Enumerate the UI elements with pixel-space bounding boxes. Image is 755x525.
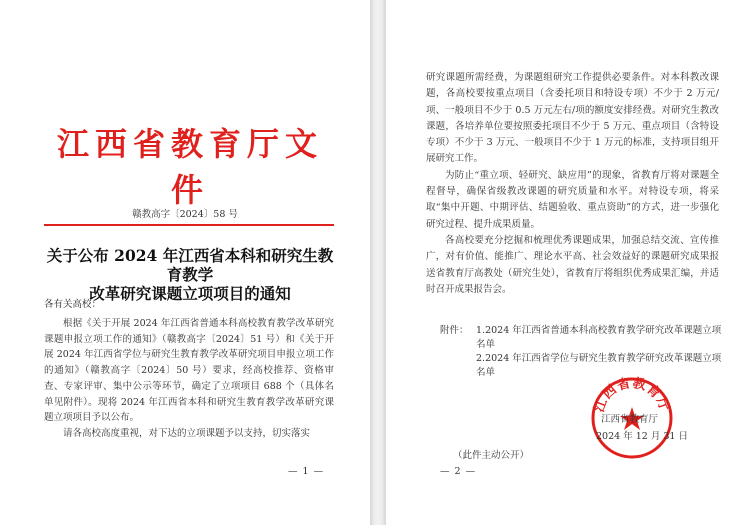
document-title [40, 246, 340, 303]
signing-date: 2024 年 12 月 31 日 [596, 431, 688, 442]
document-page-1 [0, 0, 370, 525]
page-number: — 2 — [440, 466, 477, 477]
paragraph: 请各高校高度重视，对下达的立项课题予以支持，切实落实 [63, 427, 311, 439]
paragraph: 根据《关于开展 2024 年江西省普通本科高校教育教学改革研究课题申报立项工作的通知》（赣教高字〔2024〕51 号）和《关于开展 2024 年江西省学位与研究生教育教学改革研究项目申报立项工作的通知》（赣教高字〔2024〕50 号）要求，经高校推荐、资格审查、专家评审、集中公示等环节，确定了立项项目 688 个（具体名单见附件）。现将 2024 年江西省本科和研究生教育教学改革研究课题立项项目予以公布。 [44, 318, 334, 424]
page-gutter [370, 0, 386, 525]
paragraph: 各高校要充分挖掘和梳理优秀课题成果，加强总结交流、宣传推广，对有价值、能推广、理论水平高、社会效益好的课题研究成果报送省教育厅高教处（研究生处），省教育厅将组织优秀成果汇编，并适时召开成果报告会。 [426, 234, 719, 295]
body-text-page-2 [426, 70, 719, 298]
page-number: — 1 — [288, 466, 325, 477]
signing-organization: 江西省教育厅 [601, 414, 659, 425]
seal-text: 江西省教育厅 [592, 376, 672, 415]
paragraph: 研究课题所需经费，为课题组研究工作提供必要条件。对本科教改课题，各高校要按重点项目（含委托项目和特设专项）不少于 2 万元/项、一般项目不少于 0.5 万元左右/项的额度安排经费。对研究生教改课题，各培养单位要按照委托项目不少于 5 万元、重点项目（含特设专项）不少于 3 万元、一般项目不少于 1 万元的标准，支持项目组开展研究工作。 [426, 72, 719, 165]
attachments [440, 324, 730, 380]
paragraph: 为防止“重立项、轻研究、缺应用”的现象，省教育厅将对课题全程督导，确保省级教改课题的研究质量和水平。对特设专项，将采取“集中开题、中期评估、结题验收、重点资助”的方式，进一步强化研究过程、提升成果质量。 [426, 169, 719, 230]
attachment-item: 1.2024 年江西省普通本科高校教育教学研究改革课题立项名单 [476, 325, 722, 350]
publication-note: （此件主动公开） [453, 450, 530, 461]
attachment-item: 2.2024 年江西省学位与研究生教育教学研究改革课题立项名单 [476, 353, 722, 378]
document-number: 赣教高字〔2024〕58 号 [132, 209, 238, 220]
red-divider-line [44, 224, 334, 226]
attachments-label: 附件： [440, 325, 469, 336]
document-header: 江西省教育厅文件 [56, 125, 323, 209]
body-text-page-1 [44, 316, 334, 442]
title-line-2: 改革研究课题立项项目的通知 [89, 284, 291, 303]
greeting: 各有关高校： [44, 299, 102, 310]
title-line-1: 关于公布 2024 年江西省本科和研究生教育教学 [46, 246, 334, 284]
